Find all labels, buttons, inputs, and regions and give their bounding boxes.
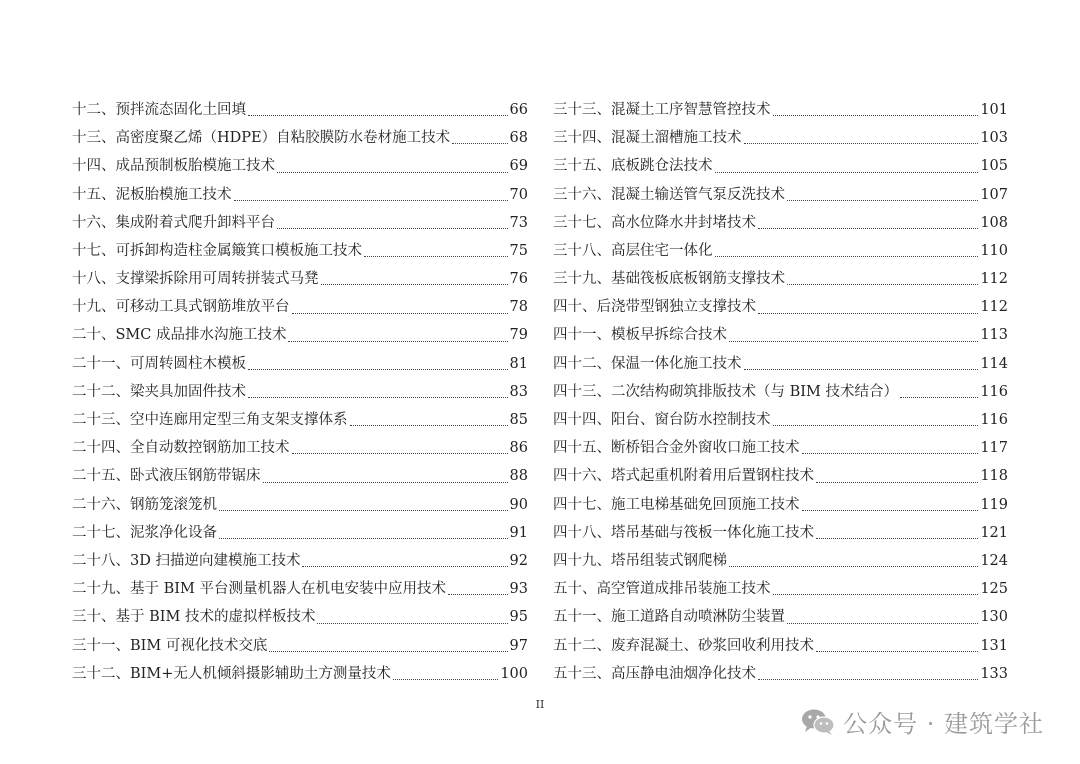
- toc-entry[interactable]: [553, 378, 1008, 406]
- dot-leader: [729, 566, 978, 567]
- toc-entry[interactable]: [553, 322, 1008, 350]
- dot-leader: [288, 341, 507, 342]
- toc-entry-page: 95: [509, 609, 528, 626]
- toc-entry[interactable]: [72, 152, 528, 180]
- toc-entry-page: 131: [980, 637, 1008, 654]
- toc-entry[interactable]: [72, 660, 528, 688]
- toc-entry-title: 四十七、施工电梯基础免回顶施工技术: [553, 496, 800, 513]
- toc-entry-title: 四十八、塔吊基础与筏板一体化施工技术: [553, 524, 814, 541]
- toc-entry[interactable]: [553, 265, 1008, 293]
- toc-entry-page: 92: [509, 552, 528, 569]
- dot-leader: [802, 510, 979, 511]
- dot-leader: [816, 651, 978, 652]
- toc-entry-title: 十四、成品预制板胎模施工技术: [72, 158, 275, 175]
- toc-entry-page: 86: [509, 440, 528, 457]
- toc-entry-title: 三十七、高水位降水井封堵技术: [553, 214, 756, 231]
- toc-entry-title: 十七、可拆卸构造柱金属簸箕口模板施工技术: [72, 242, 362, 259]
- dot-leader: [350, 425, 508, 426]
- dot-leader: [292, 313, 508, 314]
- toc-entry-page: 100: [500, 665, 528, 682]
- dot-leader: [729, 341, 978, 342]
- toc-entry-title: 四十、后浇带型钢独立支撑技术: [553, 299, 756, 316]
- toc-entry-page: 116: [980, 383, 1008, 400]
- dot-leader: [248, 115, 508, 116]
- toc-entry-page: 90: [509, 496, 528, 513]
- toc-entry-title: 四十五、断桥铝合金外窗收口施工技术: [553, 440, 800, 457]
- toc-entry[interactable]: [553, 293, 1008, 321]
- toc-right-column: [553, 96, 1008, 688]
- toc-entry-title: 二十四、全自动数控钢筋加工技术: [72, 440, 290, 457]
- dot-leader: [802, 453, 979, 454]
- toc-entry-page: 105: [980, 158, 1008, 175]
- dot-leader: [277, 172, 508, 173]
- toc-entry[interactable]: [553, 519, 1008, 547]
- toc-entry-page: 121: [980, 524, 1008, 541]
- toc-entry[interactable]: [553, 96, 1008, 124]
- toc-entry-title: 二十三、空中连廊用定型三角支架支撑体系: [72, 412, 348, 429]
- toc-entry-page: 112: [980, 299, 1008, 316]
- dot-leader: [219, 510, 508, 511]
- toc-entry[interactable]: [553, 547, 1008, 575]
- dot-leader: [364, 256, 508, 257]
- toc-entry-page: 108: [980, 214, 1008, 231]
- toc-entry-page: 85: [509, 412, 528, 429]
- toc-entry-page: 79: [509, 327, 528, 344]
- toc-entry-title: 三十八、高层住宅一体化: [553, 242, 713, 259]
- toc-entry-page: 75: [509, 242, 528, 259]
- toc-entry[interactable]: [72, 491, 528, 519]
- toc-entry-title: 二十五、卧式液压钢筋带锯床: [72, 468, 261, 485]
- toc-entry[interactable]: [72, 265, 528, 293]
- watermark: [801, 704, 1044, 739]
- toc-entry-page: 113: [980, 327, 1008, 344]
- toc-entry-page: 125: [980, 581, 1008, 598]
- toc-entry-title: 三十四、混凝土溜槽施工技术: [553, 130, 742, 147]
- dot-leader: [900, 397, 978, 398]
- toc-entry[interactable]: [553, 575, 1008, 603]
- toc-entry-title: 四十四、阳台、窗台防水控制技术: [553, 412, 771, 429]
- toc-entry-page: 78: [509, 299, 528, 316]
- toc-entry[interactable]: [72, 293, 528, 321]
- toc-entry-page: 83: [509, 383, 528, 400]
- dot-leader: [448, 594, 508, 595]
- toc-entry-title: 三十一、BIM 可视化技术交底: [72, 637, 268, 654]
- dot-leader: [321, 284, 508, 285]
- toc-entry[interactable]: [72, 547, 528, 575]
- toc-entry-title: 三十、基于 BIM 技术的虚拟样板技术: [72, 609, 316, 626]
- toc-entry-page: 68: [509, 130, 528, 147]
- dot-leader: [744, 143, 979, 144]
- toc-entry-title: 十二、预拌流态固化土回填: [72, 101, 246, 118]
- toc-entry-title: 十八、支撑梁拆除用可周转拼装式马凳: [72, 271, 319, 288]
- dot-leader: [787, 284, 978, 285]
- toc-entry-title: 五十二、废弃混凝土、砂浆回收利用技术: [553, 637, 814, 654]
- toc-entry-page: 103: [980, 130, 1008, 147]
- toc-entry-page: 93: [509, 581, 528, 598]
- toc-entry-title: 二十七、泥浆净化设备: [72, 524, 217, 541]
- toc-entry-title: 十五、泥板胎模施工技术: [72, 186, 232, 203]
- toc-entry[interactable]: [72, 434, 528, 462]
- toc-entry[interactable]: [72, 378, 528, 406]
- dot-leader: [715, 256, 979, 257]
- dot-leader: [758, 679, 978, 680]
- toc-entry-title: 四十二、保温一体化施工技术: [553, 355, 742, 372]
- dot-leader: [758, 313, 978, 314]
- dot-leader: [773, 594, 979, 595]
- dot-leader: [277, 228, 508, 229]
- toc-entry[interactable]: [72, 181, 528, 209]
- toc-entry-title: 二十、SMC 成品排水沟施工技术: [72, 327, 287, 344]
- dot-leader: [269, 651, 507, 652]
- toc-entry[interactable]: [553, 632, 1008, 660]
- toc-entry-page: 110: [980, 242, 1008, 259]
- toc-entry[interactable]: [553, 406, 1008, 434]
- dot-leader: [302, 566, 507, 567]
- dot-leader: [219, 538, 508, 539]
- toc-entry-title: 二十六、钢筋笼滚笼机: [72, 496, 217, 513]
- page-number: II: [535, 698, 545, 711]
- toc-entry-title: 十六、集成附着式爬升卸料平台: [72, 214, 275, 231]
- watermark-text: 公众号 · 建筑学社: [843, 710, 1044, 738]
- toc-entry-title: 三十九、基础筏板底板钢筋支撑技术: [553, 271, 785, 288]
- toc-entry[interactable]: [72, 519, 528, 547]
- dot-leader: [263, 482, 508, 483]
- wechat-icon: [801, 708, 835, 736]
- toc-entry[interactable]: [72, 350, 528, 378]
- toc-entry-title: 四十九、塔吊组装式钢爬梯: [553, 552, 727, 569]
- toc-entry-page: 81: [509, 355, 528, 372]
- toc-entry-page: 124: [980, 552, 1008, 569]
- toc-entry-title: 二十九、基于 BIM 平台测量机器人在机电安装中应用技术: [72, 581, 446, 598]
- dot-leader: [744, 369, 979, 370]
- toc-entry[interactable]: [553, 462, 1008, 490]
- toc-entry[interactable]: [553, 434, 1008, 462]
- toc-entry[interactable]: [72, 209, 528, 237]
- toc-entry-page: 119: [980, 496, 1008, 513]
- toc-entry[interactable]: [553, 603, 1008, 631]
- toc-entry[interactable]: [72, 406, 528, 434]
- toc-entry[interactable]: [72, 632, 528, 660]
- toc-entry-page: 114: [980, 355, 1008, 372]
- toc-entry-title: 四十三、二次结构砌筑排版技术（与 BIM 技术结合）: [553, 383, 898, 400]
- toc-entry-title: 三十六、混凝土输送管气泵反洗技术: [553, 186, 785, 203]
- dot-leader: [248, 369, 508, 370]
- toc-entry[interactable]: [553, 350, 1008, 378]
- dot-leader: [773, 425, 979, 426]
- dot-leader: [816, 482, 978, 483]
- toc-entry-page: 112: [980, 271, 1008, 288]
- dot-leader: [787, 623, 978, 624]
- toc-entry-page: 130: [980, 609, 1008, 626]
- toc-entry-title: 十三、高密度聚乙烯（HDPE）自粘胶膜防水卷材施工技术: [72, 130, 451, 147]
- toc-entry-page: 73: [509, 214, 528, 231]
- dot-leader: [292, 453, 508, 454]
- toc-entry-title: 四十一、模板早拆综合技术: [553, 327, 727, 344]
- toc-entry-page: 116: [980, 412, 1008, 429]
- toc-entry[interactable]: [553, 124, 1008, 152]
- dot-leader: [234, 200, 508, 201]
- dot-leader: [773, 115, 979, 116]
- dot-leader: [715, 172, 979, 173]
- toc-entry-title: 五十一、施工道路自动喷淋防尘装置: [553, 609, 785, 626]
- toc-entry-page: 70: [509, 186, 528, 203]
- dot-leader: [452, 143, 507, 144]
- dot-leader: [248, 397, 508, 398]
- toc-entry-title: 三十五、底板跳仓法技术: [553, 158, 713, 175]
- toc-entry-page: 69: [509, 158, 528, 175]
- toc-entry-title: 三十三、混凝土工序智慧管控技术: [553, 101, 771, 118]
- toc-entry-page: 91: [509, 524, 528, 541]
- toc-entry[interactable]: [553, 491, 1008, 519]
- toc-entry[interactable]: [72, 462, 528, 490]
- toc-entry-title: 三十二、BIM+无人机倾斜摄影辅助土方测量技术: [72, 665, 391, 682]
- dot-leader: [816, 538, 978, 539]
- dot-leader: [758, 228, 978, 229]
- toc-entry-page: 88: [509, 468, 528, 485]
- dot-leader: [393, 679, 498, 680]
- toc-entry[interactable]: [553, 660, 1008, 688]
- toc-entry-page: 118: [980, 468, 1008, 485]
- toc-entry-page: 76: [509, 271, 528, 288]
- toc-entry[interactable]: [553, 209, 1008, 237]
- toc-entry-page: 117: [980, 440, 1008, 457]
- dot-leader: [317, 623, 507, 624]
- toc-entry-title: 五十、高空管道成排吊装施工技术: [553, 581, 771, 598]
- toc-entry-title: 五十三、高压静电油烟净化技术: [553, 665, 756, 682]
- toc-entry-page: 66: [509, 101, 528, 118]
- toc-left-column: [72, 96, 528, 688]
- toc-entry-title: 二十一、可周转圆柱木模板: [72, 355, 246, 372]
- dot-leader: [787, 200, 978, 201]
- toc-entry-page: 107: [980, 186, 1008, 203]
- toc-entry[interactable]: [72, 322, 528, 350]
- toc-entry-page: 133: [980, 665, 1008, 682]
- toc-entry-page: 101: [980, 101, 1008, 118]
- toc-entry-page: 97: [509, 637, 528, 654]
- toc-entry-title: 十九、可移动工具式钢筋堆放平台: [72, 299, 290, 316]
- toc-entry[interactable]: [553, 237, 1008, 265]
- toc-entry[interactable]: [72, 603, 528, 631]
- toc-entry[interactable]: [553, 181, 1008, 209]
- toc-entry[interactable]: [72, 96, 528, 124]
- toc-entry-title: 四十六、塔式起重机附着用后置钢柱技术: [553, 468, 814, 485]
- toc-entry-title: 二十八、3D 扫描逆向建模施工技术: [72, 552, 301, 569]
- toc-entry[interactable]: [72, 575, 528, 603]
- toc-entry[interactable]: [72, 237, 528, 265]
- toc-entry[interactable]: [72, 124, 528, 152]
- toc-entry-title: 二十二、梁夹具加固件技术: [72, 383, 246, 400]
- toc-entry[interactable]: [553, 152, 1008, 180]
